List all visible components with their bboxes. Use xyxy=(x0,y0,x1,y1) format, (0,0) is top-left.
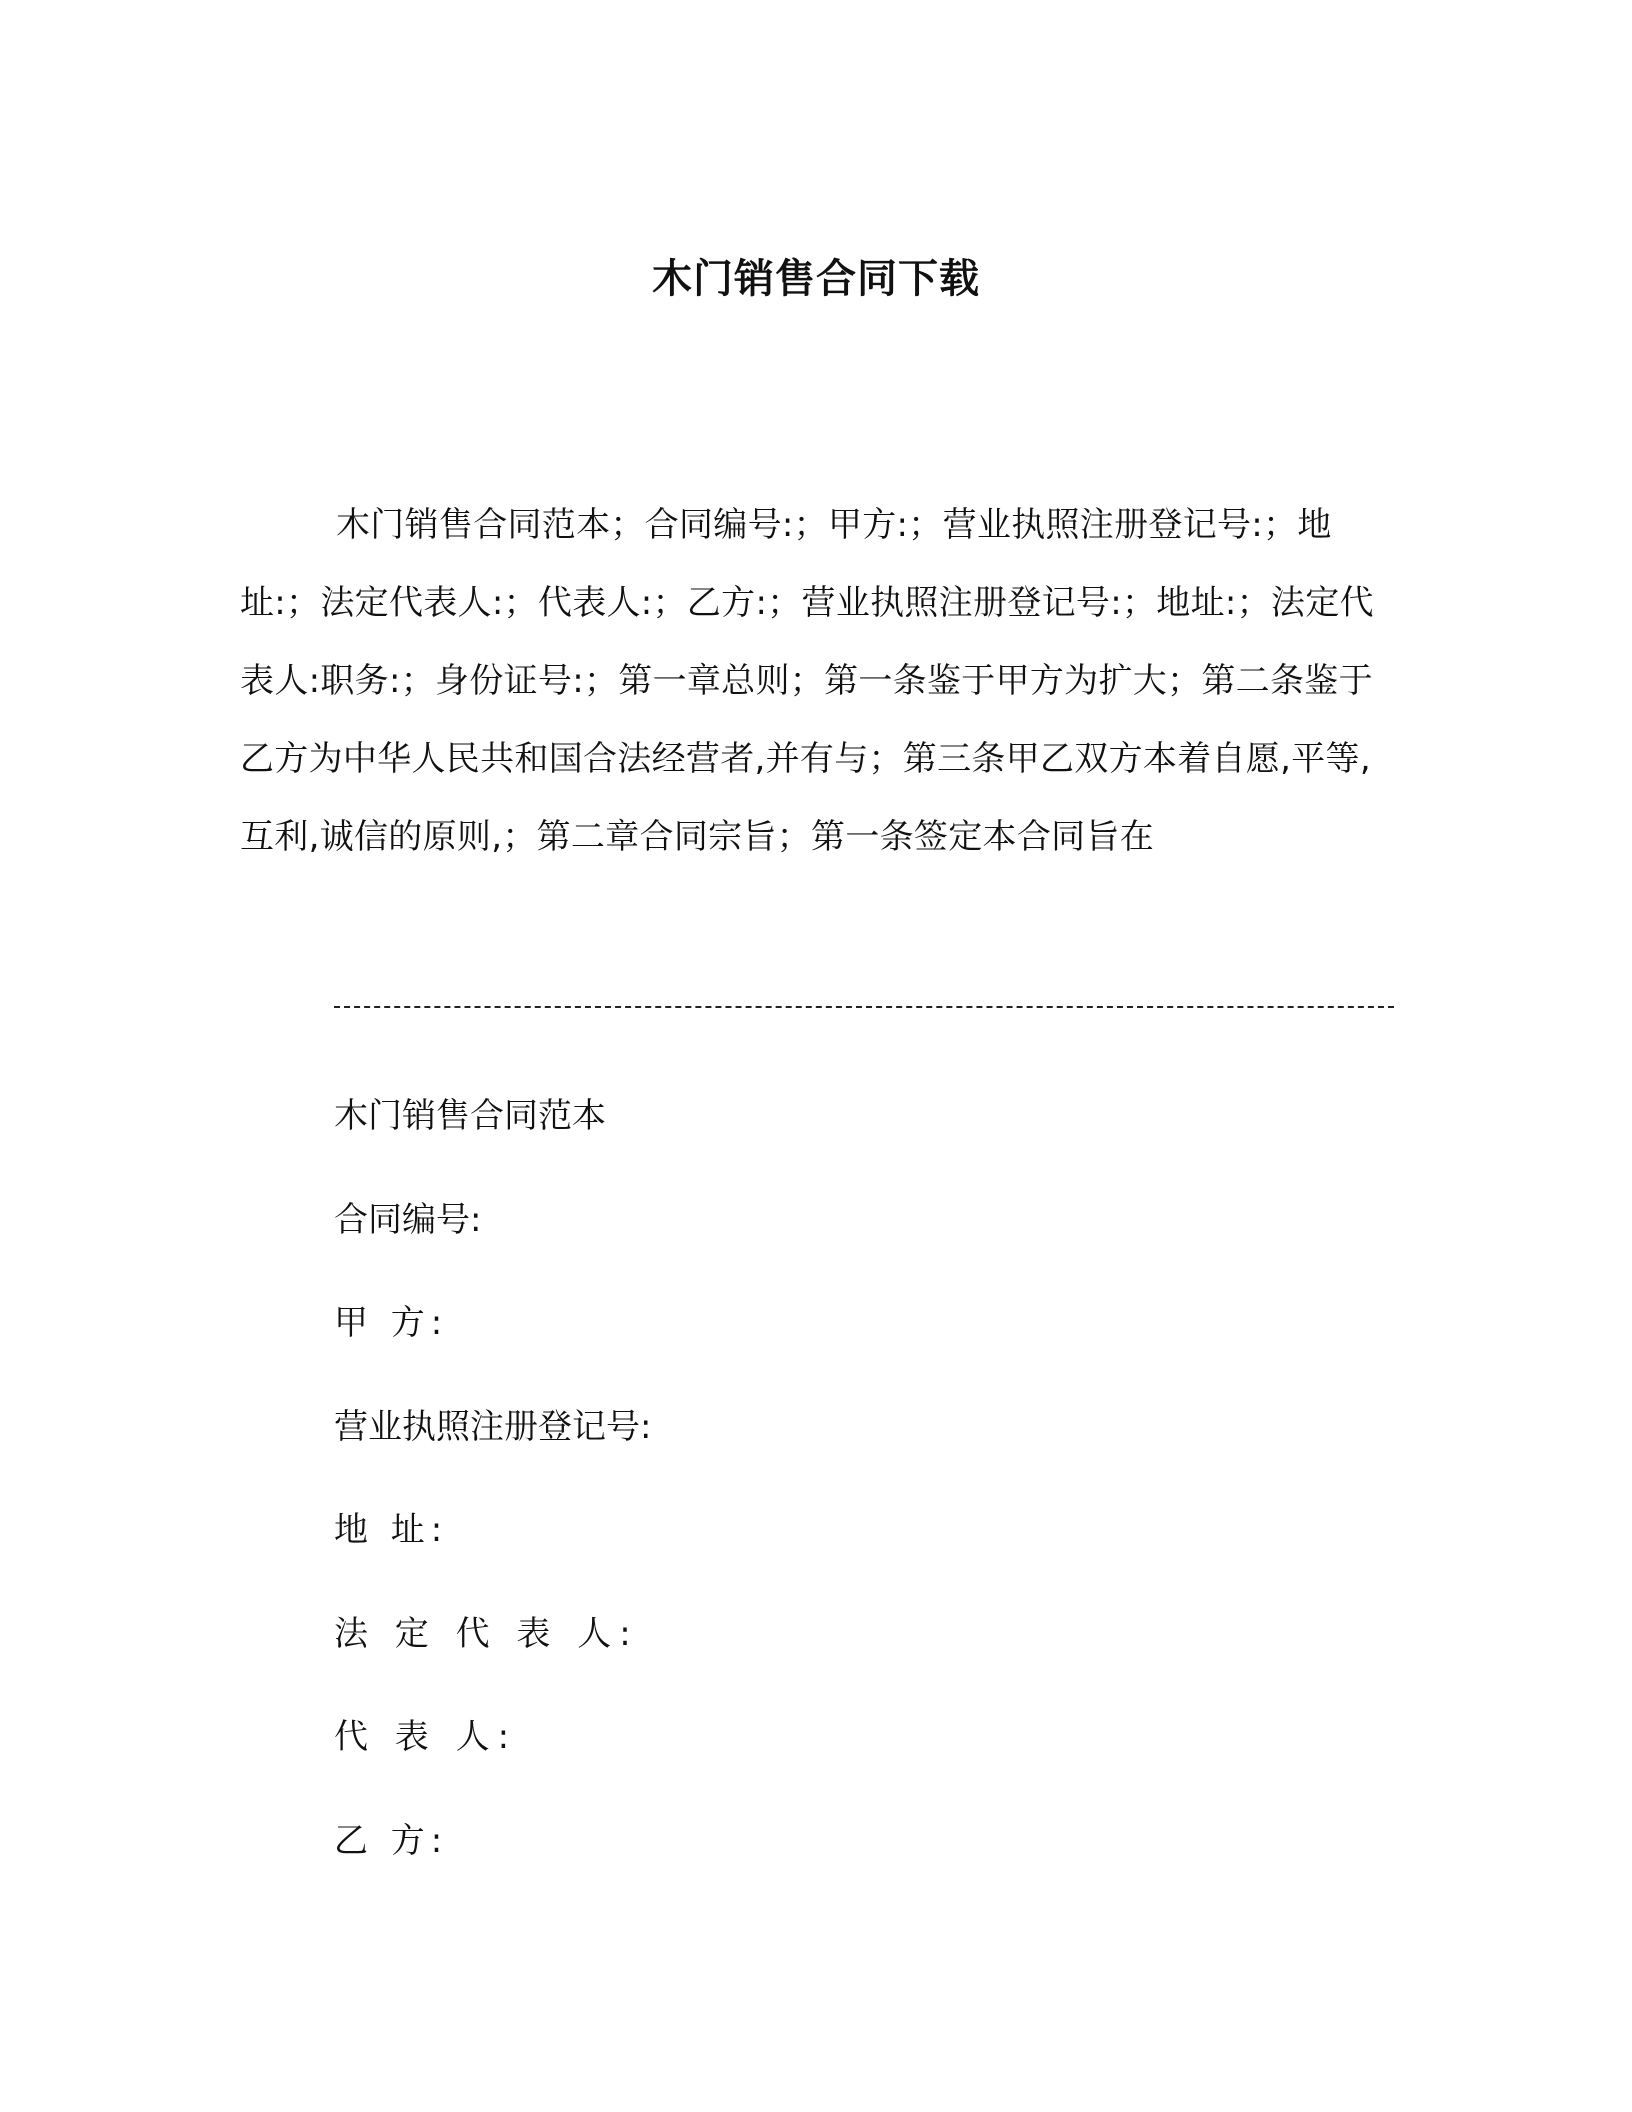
document-title: 木门销售合同下载 xyxy=(652,255,980,302)
party-a-label: 甲 方: xyxy=(334,1303,449,1343)
section-divider xyxy=(334,1006,1394,1008)
contract-template-heading: 木门销售合同范本 xyxy=(334,1096,606,1136)
contract-number-label: 合同编号: xyxy=(334,1200,482,1240)
party-b-label: 乙 方: xyxy=(334,1821,449,1861)
legal-representative-label: 法 定 代 表 人: xyxy=(334,1614,639,1654)
address-label: 地 址: xyxy=(334,1510,449,1550)
representative-label: 代 表 人: xyxy=(334,1717,518,1757)
contract-summary-paragraph: 木门销售合同范本；合同编号:；甲方:；营业执照注册登记号:；地址:；法定代表人:；代表人:；乙方:；营业执照注册登记号:；地址:；法定代表人:职务:；身份证号:；第一章总则；第一条鉴于甲方为扩大；第二条鉴于乙方为中华人民共和国合法经营者,并有与；第三条甲乙双方本着自愿,平等,互利,诚信的原则,；第二章合同宗旨；第一条签定本合同旨在 xyxy=(240,505,1374,857)
business-license-number-label: 营业执照注册登记号: xyxy=(334,1407,652,1447)
